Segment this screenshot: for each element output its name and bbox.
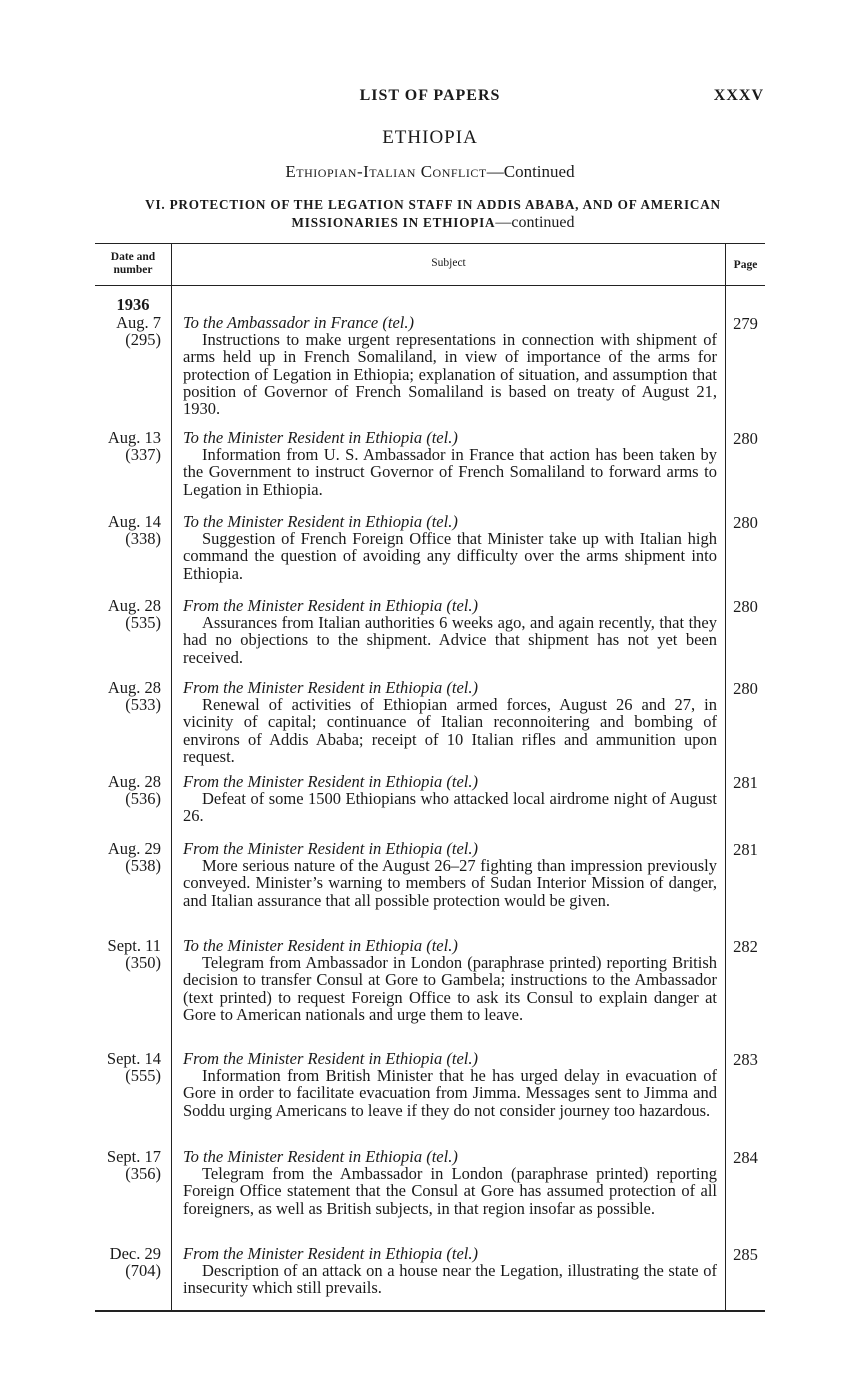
entry-date-cell bbox=[95, 597, 161, 631]
entry-number: (533) bbox=[125, 695, 161, 714]
entry-addressee-line bbox=[183, 840, 717, 857]
entry-date: Aug. 14 bbox=[107, 512, 161, 531]
entry-date: Dec. 29 bbox=[109, 1244, 161, 1263]
entry-date: Aug. 28 bbox=[107, 678, 161, 697]
entry-number: (295) bbox=[125, 330, 161, 349]
entry-addressee-line bbox=[183, 1245, 717, 1262]
entry-number: (538) bbox=[125, 856, 161, 875]
entry-tel-marker: (tel.) bbox=[446, 596, 478, 615]
entry-description: Description of an attack on a house near the Legation, illustrating the state of insecurity which still prevails. bbox=[183, 1261, 717, 1298]
entry-date: Sept. 14 bbox=[106, 1049, 161, 1068]
entry-number: (555) bbox=[125, 1066, 161, 1085]
entry-date-cell bbox=[95, 937, 161, 971]
entry-addressee: From the Minister Resident in Ethiopia bbox=[183, 678, 443, 697]
conflict-subheading bbox=[0, 162, 860, 182]
entry-date-cell bbox=[95, 1245, 161, 1279]
entry-description: Defeat of some 1500 Ethiopians who attacked local airdrome night of August 26. bbox=[183, 789, 717, 826]
entry-addressee: From the Minister Resident in Ethiopia bbox=[183, 596, 443, 615]
entry-date-cell bbox=[95, 1148, 161, 1182]
entry-page: 282 bbox=[733, 937, 758, 956]
entry-tel-marker: (tel.) bbox=[426, 936, 458, 955]
entry-description: Information from U. S. Ambassador in France that action has been taken by the Government to instruct Governor of French Somaliland to forward arms to Legation in Ethiopia. bbox=[183, 445, 717, 499]
entry-page: 283 bbox=[733, 1050, 758, 1069]
conflict-subheading-title: Ethiopian-Italian Conflict bbox=[285, 162, 487, 181]
entry-date-cell bbox=[95, 773, 161, 807]
entry-subject bbox=[183, 1148, 717, 1217]
entry-page: 280 bbox=[733, 597, 758, 616]
entry-tel-marker: (tel.) bbox=[426, 428, 458, 447]
entry-date-cell bbox=[95, 513, 161, 547]
entry-addressee: To the Minister Resident in Ethiopia bbox=[183, 512, 423, 531]
table-top-rule bbox=[95, 243, 765, 244]
entry-subject bbox=[183, 429, 717, 498]
entry-page: 284 bbox=[733, 1148, 758, 1167]
table-header-rule bbox=[95, 285, 765, 286]
entry-addressee-line bbox=[183, 679, 717, 696]
entry-date-cell bbox=[95, 314, 161, 348]
country-heading: ETHIOPIA bbox=[382, 127, 478, 148]
entry-page: 285 bbox=[733, 1245, 758, 1264]
entry-page: 280 bbox=[733, 429, 758, 448]
entry-description: Telegram from the Ambassador in London (paraphrase printed) reporting Foreign Office statement that the Consul at Gore has assumed protection of all foreigners, as well as British subjects, in that region insofar as possible. bbox=[183, 1164, 717, 1218]
entry-date: Aug. 28 bbox=[107, 596, 161, 615]
entry-page: 281 bbox=[733, 840, 758, 859]
entry-description: Suggestion of French Foreign Office that Minister take up with Italian high command the question of avoiding any difficulty over the arms shipment into Ethiopia. bbox=[183, 529, 717, 583]
entry-subject bbox=[183, 1050, 717, 1119]
entry-tel-marker: (tel.) bbox=[446, 1244, 478, 1263]
entry-page: 281 bbox=[733, 773, 758, 792]
entry-tel-marker: (tel.) bbox=[426, 512, 458, 531]
entry-addressee-line bbox=[183, 597, 717, 614]
papers-table bbox=[95, 243, 765, 1312]
entry-date-cell bbox=[95, 679, 161, 713]
entry-subject bbox=[183, 773, 717, 825]
entry-date: Sept. 17 bbox=[106, 1147, 161, 1166]
entry-addressee: To the Minister Resident in Ethiopia bbox=[183, 428, 423, 447]
entry-number: (350) bbox=[125, 953, 161, 972]
entry-tel-marker: (tel.) bbox=[446, 678, 478, 697]
running-title: LIST OF PAPERS bbox=[359, 87, 501, 104]
year-label: 1936 bbox=[116, 295, 150, 314]
entry-description: Instructions to make urgent representations in connection with shipment of arms held up in French Somaliland, in view of importance of the arms for protection of Legation in Ethiopia; explanation of situation, and assumption that position of Governor of French Somaliland is based on treaty of August 21, 1930. bbox=[183, 330, 717, 419]
entry-page: 280 bbox=[733, 513, 758, 532]
conflict-subheading-continued: —Continued bbox=[486, 162, 575, 181]
entry-number: (704) bbox=[125, 1261, 161, 1280]
entry-addressee: To the Minister Resident in Ethiopia bbox=[183, 1147, 423, 1166]
entry-addressee: To the Ambassador in France bbox=[183, 313, 379, 332]
section-heading bbox=[98, 196, 768, 232]
section-heading-continued: —continued bbox=[495, 214, 575, 231]
column-divider-date bbox=[171, 243, 172, 1310]
entry-subject bbox=[183, 314, 717, 417]
column-header-date bbox=[95, 251, 171, 277]
entry-subject bbox=[183, 1245, 717, 1297]
entry-addressee-line bbox=[183, 314, 717, 331]
entry-tel-marker: (tel.) bbox=[426, 1147, 458, 1166]
entry-description: More serious nature of the August 26–27 fighting than impression previously conveyed. Minister’s warning to members of Sudan Interior Mission of danger, and Italian assurance that all possible protection would be given. bbox=[183, 856, 717, 910]
entry-number: (356) bbox=[125, 1164, 161, 1183]
entry-description: Assurances from Italian authorities 6 weeks ago, and again recently, that they had no objections to the shipment. Advice that shipment has not yet been received. bbox=[183, 613, 717, 667]
table-bottom-rule bbox=[95, 1310, 765, 1312]
entry-addressee-line bbox=[183, 773, 717, 790]
entry-description: Telegram from Ambassador in London (paraphrase printed) reporting British decision to transfer Consul at Gore to Gambela; instructions to the Ambassador (text printed) to request Foreign Office to ask its Consul to explain danger at Gore to American nationals and urge them to leave. bbox=[183, 953, 717, 1024]
entry-number: (536) bbox=[125, 789, 161, 808]
entry-page: 279 bbox=[733, 314, 758, 333]
column-header-date-line1: Date and bbox=[110, 251, 156, 263]
column-header-subject: Subject bbox=[431, 257, 466, 269]
entry-subject bbox=[183, 840, 717, 909]
entry-addressee: From the Minister Resident in Ethiopia bbox=[183, 772, 443, 791]
entry-date: Aug. 29 bbox=[107, 839, 161, 858]
entry-subject bbox=[183, 679, 717, 765]
entry-tel-marker: (tel.) bbox=[446, 772, 478, 791]
entry-tel-marker: (tel.) bbox=[382, 313, 414, 332]
entry-addressee-line bbox=[183, 429, 717, 446]
entry-addressee: From the Minister Resident in Ethiopia bbox=[183, 1049, 443, 1068]
entry-description: Information from British Minister that he has urged delay in evacuation of Gore in order to facilitate evacuation from Jimma. Messages sent to Jimma and Soddu urging Americans to leave if they do not consider journey too hazardous. bbox=[183, 1066, 717, 1120]
entry-date: Sept. 11 bbox=[107, 936, 161, 955]
entry-date-cell bbox=[95, 840, 161, 874]
entry-number: (338) bbox=[125, 529, 161, 548]
entry-description: Renewal of activities of Ethiopian armed forces, August 26 and 27, in vicinity of capital; continuance of Italian reconnoitering and bombing of environs of Addis Ababa; receipt of 10 Italian rifles and ammunition upon request. bbox=[183, 695, 717, 766]
entry-subject bbox=[183, 597, 717, 666]
section-heading-line1: VI. PROTECTION OF THE LEGATION STAFF IN ADDIS ABABA, AND OF AMERICAN bbox=[145, 197, 721, 212]
entry-date: Aug. 13 bbox=[107, 428, 161, 447]
entry-addressee: To the Minister Resident in Ethiopia bbox=[183, 936, 423, 955]
entry-date-cell bbox=[95, 429, 161, 463]
entry-page: 280 bbox=[733, 679, 758, 698]
column-header-date-line2: number bbox=[113, 264, 153, 276]
section-heading-line2: MISSIONARIES IN ETHIOPIA bbox=[291, 215, 496, 230]
entry-addressee: From the Minister Resident in Ethiopia bbox=[183, 839, 443, 858]
page-number: XXXV bbox=[713, 87, 764, 104]
entry-subject bbox=[183, 937, 717, 1023]
entry-addressee-line bbox=[183, 513, 717, 530]
entry-tel-marker: (tel.) bbox=[446, 839, 478, 858]
entry-addressee-line bbox=[183, 1050, 717, 1067]
entry-date: Aug. 7 bbox=[116, 313, 161, 332]
entry-number: (337) bbox=[125, 445, 161, 464]
entry-tel-marker: (tel.) bbox=[446, 1049, 478, 1068]
entry-date: Aug. 28 bbox=[107, 772, 161, 791]
column-header-page: Page bbox=[733, 259, 758, 271]
entry-subject bbox=[183, 513, 717, 582]
entry-number: (535) bbox=[125, 613, 161, 632]
entry-date-cell bbox=[95, 1050, 161, 1084]
entry-addressee: From the Minister Resident in Ethiopia bbox=[183, 1244, 443, 1263]
entry-addressee-line bbox=[183, 1148, 717, 1165]
entry-addressee-line bbox=[183, 937, 717, 954]
